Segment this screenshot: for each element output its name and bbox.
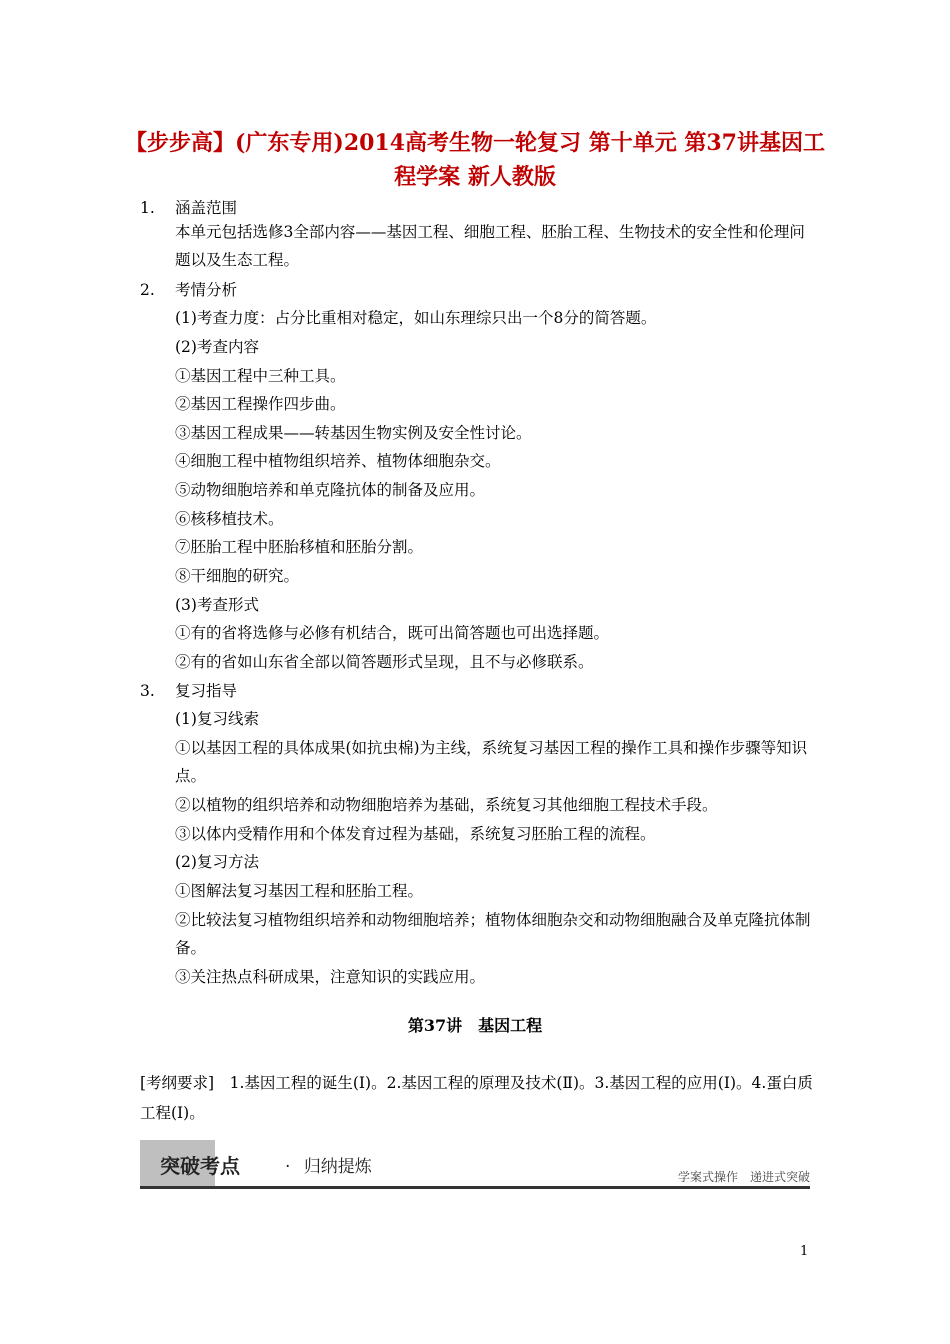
list-item: ⑧干细胞的研究。 — [175, 567, 300, 585]
list-item: ③以体内受精作用和个体发育过程为基础，系统复习胚胎工程的流程。 — [175, 825, 656, 843]
list-item: (2)复习方法 — [175, 853, 259, 871]
list-item: ①基因工程中三种工具。 — [175, 367, 346, 385]
section-number: 1. — [140, 199, 155, 217]
list-item: ②基因工程操作四步曲。 — [175, 395, 346, 413]
section-heading: 复习指导 — [175, 682, 238, 700]
list-item: (3)考查形式 — [175, 596, 259, 614]
list-item: ⑦胚胎工程中胚胎移植和胚胎分割。 — [175, 538, 424, 556]
list-item: ②以植物的组织培养和动物细胞培养为基础，系统复习其他细胞工程技术手段。 — [175, 796, 718, 814]
section-heading: 考情分析 — [175, 281, 238, 299]
list-item: ③基因工程成果——转基因生物实例及安全性讨论。 — [175, 424, 532, 442]
section-banner — [140, 1140, 810, 1190]
list-item: (1)考查力度：占分比重相对稳定，如山东理综只出一个8分的简答题。 — [175, 309, 657, 327]
banner-dot: · — [285, 1157, 291, 1177]
section-number: 3. — [140, 682, 155, 700]
list-item: ⑤动物细胞培养和单克隆抗体的制备及应用。 — [175, 481, 486, 499]
list-item: ①图解法复习基因工程和胚胎工程。 — [175, 882, 424, 900]
banner-subtitle — [285, 1152, 372, 1177]
lecture-title: 第37讲 基因工程 — [407, 1016, 543, 1035]
list-item: (2)考查内容 — [175, 338, 259, 356]
paragraph: 本单元包括选修3全部内容——基因工程、细胞工程、胚胎工程、生物技术的安全性和伦理问题以及生态工程。 — [175, 223, 805, 269]
document-title: 【步步高】(广东专用)2014高考生物一轮复习 第十单元 第37讲基因工程学案 新人教版 — [125, 130, 825, 190]
page-number: 1 — [800, 1244, 809, 1259]
list-item: ①以基因工程的具体成果(如抗虫棉)为主线，系统复习基因工程的操作工具和操作步骤等知识点。 — [175, 739, 808, 785]
list-item: ②比较法复习植物组织培养和动物细胞培养；植物体细胞杂交和动物细胞融合及单克隆抗体制备。 — [175, 911, 811, 957]
section-number: 2. — [140, 281, 155, 299]
list-item: (1)复习线索 — [175, 710, 259, 728]
banner-rule — [140, 1186, 810, 1189]
section-heading: 涵盖范围 — [175, 199, 238, 217]
banner-tagline: 学案式操作 递进式突破 — [677, 1170, 810, 1184]
list-item: ①有的省将选修与必修有机结合，既可出简答题也可出选择题。 — [175, 624, 610, 642]
list-item: ②有的省如山东省全部以简答题形式呈现，且不与必修联系。 — [175, 653, 594, 671]
list-item: ③关注热点科研成果，注意知识的实践应用。 — [175, 968, 486, 986]
banner-title: 突破考点 — [160, 1154, 240, 1178]
list-item: ④细胞工程中植物组织培养、植物体细胞杂交。 — [175, 452, 501, 470]
list-item: ⑥核移植技术。 — [175, 510, 284, 528]
exam-requirements: [考纲要求] 1.基因工程的诞生(Ⅰ)。2.基因工程的原理及技术(Ⅱ)。3.基因工程的应用(Ⅰ)。4.蛋白质工程(Ⅰ)。 — [140, 1074, 813, 1122]
banner-subtitle-text: 归纳提炼 — [303, 1157, 372, 1177]
